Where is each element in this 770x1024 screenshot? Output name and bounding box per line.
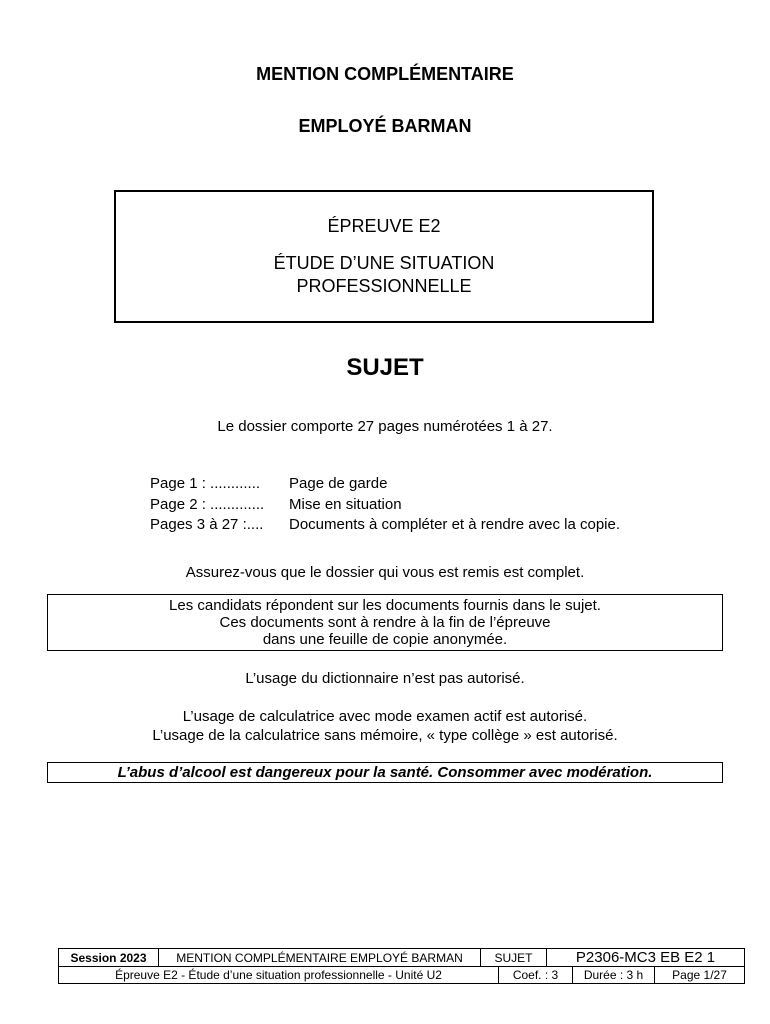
- list-item: [150, 515, 620, 536]
- epreuve-subtitle-line1: ÉTUDE D’UNE SITUATION: [273, 253, 495, 273]
- page-description: Mise en situation: [289, 495, 402, 513]
- candidats-line3: dans une feuille de copie anonymée.: [262, 631, 508, 648]
- footer-session: Session 2023: [59, 949, 159, 967]
- abus-alcool-warning: L’abus d’alcool est dangereux pour la santé. Consommer avec modération.: [47, 762, 723, 783]
- dossier-text: Le dossier comporte 27 pages numérotées 1 à 27.: [217, 418, 553, 435]
- epreuve-subtitle: [116, 252, 652, 298]
- calculatrice-text: [0, 707, 770, 745]
- document-title-line2: EMPLOYÉ BARMAN: [298, 116, 472, 136]
- list-item: [150, 495, 620, 516]
- footer-code: P2306-MC3 EB E2 1: [547, 949, 745, 967]
- table-row: [59, 967, 745, 984]
- pages-list: [150, 474, 620, 536]
- footer-type: SUJET: [481, 949, 547, 967]
- assurez-text: Assurez-vous que le dossier qui vous est remis est complet.: [185, 564, 585, 581]
- page-description: Documents à compléter et à rendre avec la copie.: [289, 516, 621, 533]
- footer-epreuve: Épreuve E2 - Étude d’une situation professionnelle - Unité U2: [59, 967, 499, 984]
- epreuve-title: ÉPREUVE E2: [327, 216, 441, 236]
- footer-table: [58, 948, 745, 984]
- candidats-line1: Les candidats répondent sur les documents fournis dans le sujet.: [169, 597, 601, 614]
- page-label: Page 1 : ............: [150, 475, 261, 492]
- page-description: Page de garde: [289, 475, 388, 492]
- candidats-box: [47, 594, 723, 651]
- epreuve-box: [114, 190, 654, 323]
- footer-page: Page 1/27: [655, 967, 745, 984]
- dictionnaire-text: L’usage du dictionnaire n’est pas autorisé.: [245, 670, 525, 687]
- calculatrice-line1: L’usage de calculatrice avec mode examen actif est autorisé.: [182, 708, 588, 725]
- footer-mention: MENTION COMPLÉMENTAIRE EMPLOYÉ BARMAN: [159, 949, 481, 967]
- epreuve-subtitle-line2: PROFESSIONNELLE: [296, 276, 472, 296]
- document-title-line1: MENTION COMPLÉMENTAIRE: [256, 64, 514, 84]
- page-label: Page 2 : .............: [150, 495, 265, 513]
- footer-duree: Durée : 3 h: [573, 967, 655, 984]
- footer-coef: Coef. : 3: [499, 967, 573, 984]
- candidats-line2: Ces documents sont à rendre à la fin de l’épreuve: [219, 614, 551, 631]
- page-label: Pages 3 à 27 :....: [150, 516, 264, 533]
- calculatrice-line2: L’usage de la calculatrice sans mémoire, « type collège » est autorisé.: [152, 727, 618, 744]
- sujet-heading: SUJET: [346, 354, 424, 381]
- table-row: [59, 949, 745, 967]
- list-item: [150, 474, 620, 495]
